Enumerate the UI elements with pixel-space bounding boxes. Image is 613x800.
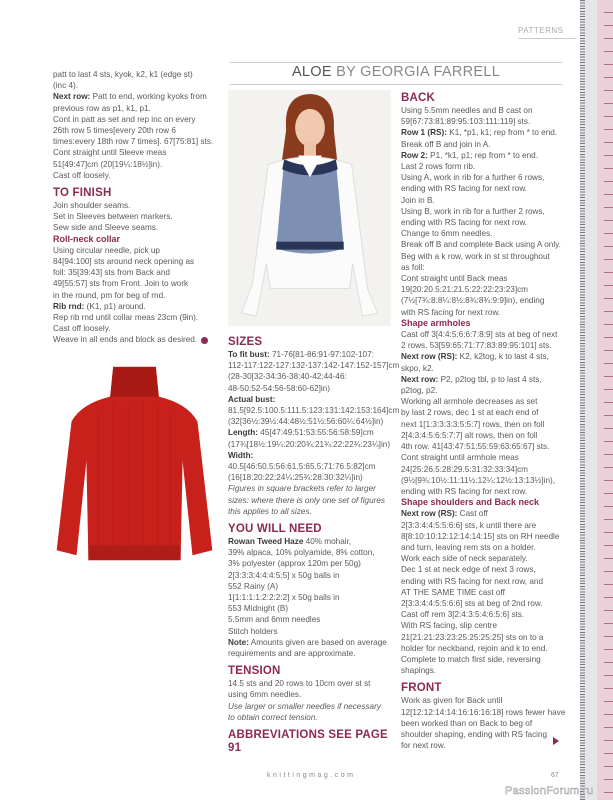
continue-arrow-icon <box>553 737 559 745</box>
line-text: 1[1:1:1:1:2:2:2:2] x 50g balls in <box>228 593 340 603</box>
text-line <box>53 200 218 211</box>
text-line <box>228 547 393 558</box>
text-line <box>228 371 393 382</box>
text-line <box>401 632 569 643</box>
text-line <box>401 531 569 542</box>
text-line <box>53 301 218 312</box>
line-text: in the round, pm for beg of rnd. <box>53 290 166 300</box>
text-line <box>401 508 569 519</box>
text-line <box>401 228 569 239</box>
text-line <box>401 665 569 676</box>
text-line <box>228 416 393 427</box>
text-line <box>401 206 569 217</box>
text-line <box>228 472 393 483</box>
sweater-photo <box>53 352 216 580</box>
line-text: with RS facing for next row. <box>401 307 501 317</box>
text-line <box>228 648 393 659</box>
line-text: K1, *p1, k1; rep from * to end. <box>446 128 558 138</box>
line-text: Break off B and complete Back using A only. <box>401 240 561 250</box>
text-line <box>401 351 569 362</box>
bold-label: Length: <box>228 428 259 438</box>
bold-label: Width: <box>228 450 254 460</box>
line-text: ending with RS facing for next row. <box>401 184 528 194</box>
line-text: P1, *k1, p1; rep from * to end. <box>427 150 538 160</box>
text-line <box>53 290 218 301</box>
text-line <box>401 172 569 183</box>
text-line <box>401 273 569 284</box>
text-line <box>53 256 218 267</box>
text-line <box>53 334 218 345</box>
line-text: foll: 35[39:43] sts from Back and <box>53 268 170 278</box>
text-line <box>228 405 400 416</box>
text-line <box>53 91 218 102</box>
text-line <box>53 278 218 289</box>
text-line <box>53 222 218 233</box>
bold-label: Rib rnd: <box>53 301 85 311</box>
line-text: holder for neckband, rejoin and k to end. <box>401 643 548 653</box>
text-line <box>53 136 218 147</box>
line-text: for next row. <box>401 741 446 751</box>
text-line <box>53 114 218 125</box>
text-line <box>228 592 393 603</box>
text-line <box>401 139 569 150</box>
text-line <box>228 383 393 394</box>
text-line <box>401 643 569 654</box>
line-text: Sew side and Sleeve seams. <box>53 223 159 233</box>
bold-label: Note: <box>228 637 249 647</box>
text-line <box>228 394 393 405</box>
text-line <box>401 419 569 430</box>
line-text: 2[4:3:4:5:6:5:7:7] alt rows, then on foll <box>401 430 538 440</box>
line-text: ending with RS facing for next row, and <box>401 576 543 586</box>
text-line <box>228 360 400 371</box>
note-line: Use larger or smaller needles if necessary <box>228 701 381 711</box>
line-text: Amounts given are based on average <box>248 637 387 647</box>
text-line <box>401 307 569 318</box>
line-text: 84[94:100] sts around neck opening as <box>53 257 195 267</box>
line-text: 45[47:49:51:53:55:56:58:59]cm <box>258 428 374 438</box>
text-line <box>53 159 218 170</box>
subheading: Shape armholes <box>401 317 471 328</box>
text-line <box>401 452 569 463</box>
line-text: 3% polyester (approx 120m per 50g) <box>228 559 361 569</box>
line-text: Working all armhole decreases as set <box>401 397 538 407</box>
bold-label: Rowan Tweed Haze <box>228 537 304 547</box>
text-line <box>401 576 569 587</box>
line-text: Cont in patt as set and rep inc on every <box>53 114 196 124</box>
section-heading: SIZES <box>228 336 263 348</box>
line-text: Cast off loosely. <box>53 170 111 180</box>
text-line <box>401 475 569 486</box>
text-line <box>401 740 569 751</box>
designer-byline: BY GEORGIA FARRELL <box>336 64 501 80</box>
text-line <box>53 211 218 222</box>
line-text: 14.5 sts and 20 rows to 10cm over st st <box>228 679 371 689</box>
section-heading: BACK <box>401 92 436 104</box>
text-line <box>228 427 393 438</box>
page-number: 67 <box>551 772 559 779</box>
line-text: using 6mm needles. <box>228 690 302 700</box>
subheading: Roll-neck collar <box>53 233 121 244</box>
line-text: Using circular needle, pick up <box>53 245 160 255</box>
bold-label: Row 2: <box>401 150 428 160</box>
section-label: PATTERNS <box>518 26 564 35</box>
bold-label: Next row: <box>53 92 91 102</box>
line-text: by last 2 rows, dec 1 st at each end of <box>401 408 539 418</box>
line-text: 24[25:26.5:28:29.5:31:32:33:34]cm <box>401 464 529 474</box>
line-text: Join shoulder seams. <box>53 201 131 211</box>
line-text: requirements and are approximate. <box>228 649 356 659</box>
line-text: (32[36½:39½:44:48½:51½:56:60¼:64½]in) <box>228 417 384 427</box>
line-text: (16[18:20:22:24¼:25¾:28:30:32¼]in) <box>228 473 363 483</box>
text-line <box>401 374 569 385</box>
line-text: Rep rib rnd until collar meas 23cm (9in). <box>53 313 199 323</box>
text-line <box>401 284 569 295</box>
line-text: 19[20:20.5:21:21.5:22:22:23:23]cm <box>401 285 529 295</box>
footer-site: knittingmag.com <box>267 772 356 779</box>
line-text: Beg with a k row, work in st st throughout <box>401 251 550 261</box>
line-text: K2, k2tog, k to last 4 sts, <box>457 352 549 362</box>
column-middle <box>228 330 400 755</box>
text-line <box>53 80 218 91</box>
section-heading: FRONT <box>401 682 442 695</box>
line-text: ending with RS facing for next row. <box>401 218 528 228</box>
column-right <box>401 86 569 751</box>
text-line <box>53 147 218 158</box>
line-text: Patt to end, working kyoks from <box>90 92 207 102</box>
line-text: 59[67:73:81:89:95:103:111:119] sts. <box>401 117 531 127</box>
line-text: Using B, work in rib for a further 2 rows, <box>401 206 545 216</box>
line-text: Using 5.5mm needles and B cast on <box>401 106 533 115</box>
text-line <box>401 251 569 262</box>
text-line <box>401 718 569 729</box>
line-text: shoulder shaping, ending with RS facing <box>401 729 548 739</box>
line-text: Change to 6mm needles. <box>401 229 493 239</box>
section-heading: TENSION <box>228 665 281 678</box>
line-text: Cont straight until armhole meas <box>401 453 519 463</box>
line-text: 48-50:52-54:56-58:60-62]in) <box>228 383 330 393</box>
text-line <box>401 587 569 598</box>
text-line <box>53 170 218 181</box>
text-line <box>53 125 218 136</box>
line-text: 40% mohair, <box>303 537 352 547</box>
line-text: skpo, k2. <box>401 363 434 373</box>
line-text: Set in Sleeves between markers. <box>53 212 173 222</box>
text-line <box>228 461 393 472</box>
text-line <box>53 267 218 278</box>
line-text: 5.5mm and 6mm needles <box>228 615 321 625</box>
line-text: Dec 1 st at neck edge of next 3 rows, <box>401 565 536 575</box>
line-text: 21[21:21:23:23:25:25:25:25] sts on to a <box>401 632 544 642</box>
line-text: previous row as p1, k1, p1. <box>53 103 151 113</box>
text-line <box>228 614 393 625</box>
subheading: Shape shoulders and Back neck <box>401 497 540 508</box>
text-line <box>228 536 393 547</box>
text-line <box>401 183 569 194</box>
text-line <box>401 609 569 620</box>
text-line <box>401 542 569 553</box>
watermark: PassionForum.ru <box>505 785 594 797</box>
line-text: shapings. <box>401 666 437 676</box>
text-line <box>401 295 569 306</box>
line-text: 4th row. 41[43:47:51:55:59:63:65:67] sts. <box>401 442 550 452</box>
line-text: 49[55:57] sts from Front. Join to work <box>53 279 189 289</box>
line-text: 8[8:10:10:12:12:14:14:15] sts on RH needle <box>401 531 560 541</box>
text-line <box>401 598 569 609</box>
line-text: 552 Rainy (A) <box>228 581 279 591</box>
note-line: to obtain correct tension. <box>228 712 318 722</box>
bold-label: Actual bust: <box>228 394 276 404</box>
line-text: 39% alpaca, 10% polyamide, 8% cotton, <box>228 548 375 558</box>
line-text: 112-117:122-127:132-137:142-147:152-157]cm <box>228 361 400 371</box>
text-line <box>401 396 569 407</box>
line-text: 2[3:3:4:4:5:5:6:6] sts at beg of 2nd row. <box>401 598 543 608</box>
bold-label: Next row (RS): <box>401 352 458 362</box>
pattern-name: ALOE <box>291 64 332 80</box>
text-line <box>401 729 569 740</box>
text-line <box>228 689 393 700</box>
line-text: Join in B. <box>401 195 435 205</box>
line-text: patt to last 4 sts, kyok, k2, k1 (edge st) <box>53 70 193 79</box>
bold-label: Row 1 (RS): <box>401 128 447 138</box>
line-text: AT THE SAME TIME cast off <box>401 587 505 597</box>
text-line <box>401 464 569 475</box>
text-line <box>228 626 393 637</box>
text-line <box>401 441 569 452</box>
model-photo <box>228 90 391 326</box>
text-line <box>401 430 569 441</box>
line-text: With RS facing, slip centre <box>401 621 498 631</box>
text-line <box>228 558 393 569</box>
line-text: 2[3:3:3:4:4:4:5:5] x 50g balls in <box>228 570 340 580</box>
line-text: Cast off rem 3[2:4:3:5:4:6:5:6] sts. <box>401 610 525 620</box>
line-text: Cont straight until Sleeve meas <box>53 148 167 158</box>
column-left <box>53 69 218 346</box>
text-line <box>53 312 218 323</box>
text-line <box>401 127 569 138</box>
note-line: this applies to all sizes. <box>228 506 312 516</box>
text-line <box>53 103 218 114</box>
text-line <box>228 349 393 360</box>
text-line <box>401 553 569 564</box>
text-line <box>401 116 569 127</box>
line-text: Break off B and join in A. <box>401 139 491 149</box>
line-text: Work each side of neck separately. <box>401 554 528 564</box>
text-line <box>401 695 569 706</box>
line-text: 553 Midnight (B) <box>228 604 289 614</box>
line-text: as foll: <box>401 262 425 272</box>
text-line <box>228 603 393 614</box>
text-line <box>401 340 569 351</box>
divider <box>230 84 562 85</box>
text-line <box>401 385 569 396</box>
line-text: Cast off loosely. <box>53 324 111 334</box>
text-line <box>401 105 569 116</box>
line-text: (inc 4). <box>53 81 79 91</box>
text-line <box>228 439 393 450</box>
line-text: (17¾[18½:19¼:20:20¾:21¾:22:22¾:23¼]in) <box>228 439 391 449</box>
page-title <box>230 64 562 80</box>
line-text: Cont straight until Back meas <box>401 274 508 284</box>
text-line <box>53 323 218 334</box>
line-text: been worked than on Back to beg of <box>401 718 533 728</box>
bold-label: To fit bust: <box>228 350 270 359</box>
text-line <box>401 564 569 575</box>
divider <box>230 62 562 63</box>
line-text: p2tog, p2. <box>401 386 438 396</box>
line-text: (7½[7¾:8:8¼:8½:8¾:8¾:9:9]in), ending <box>401 296 545 306</box>
text-line <box>401 262 569 273</box>
line-text: 71-76[81-86:91-97:102-107: <box>269 350 374 359</box>
text-line <box>401 486 569 497</box>
line-text: Work as given for Back until <box>401 696 503 706</box>
line-text: 2 rows. 53[59:65:71:77:83:89:95:101] sts. <box>401 341 552 351</box>
text-line <box>401 239 569 250</box>
ruler-inch <box>597 0 613 800</box>
section-heading: TO FINISH <box>53 187 112 200</box>
line-text: Last 2 rows form rib. <box>401 162 476 172</box>
line-text: Weave in all ends and block as desired. <box>53 335 198 345</box>
text-line <box>228 581 393 592</box>
line-text: Complete to match first side, reversing <box>401 654 541 664</box>
ruler-cm <box>580 0 597 800</box>
section-heading: ABBREVIATIONS SEE PAGE 91 <box>228 729 388 755</box>
line-text: 81.5[92.5:100.5:111.5:123:131:142:153:164]cm <box>228 406 400 416</box>
text-line <box>228 678 393 689</box>
note-line: sizes: where there is only one set of figures <box>228 495 386 505</box>
line-text: 12[12:12:14:14:16:16:16:18] rows fewer have <box>401 707 566 717</box>
bold-label: Next row: <box>401 374 439 384</box>
line-text: Cast off 3[4:4:5:6:6:7:8:9] sts at beg of next <box>401 330 558 340</box>
line-text: (28-30[32-34:36-38:40-42:44-46: <box>228 372 347 382</box>
divider <box>518 38 576 39</box>
text-line <box>401 620 569 631</box>
text-line <box>228 570 393 581</box>
line-text: 40.5[46:50.5:56:61.5:65.5:71:76.5:82]cm <box>228 462 376 472</box>
text-line <box>401 195 569 206</box>
text-line <box>401 707 569 718</box>
text-line <box>401 407 569 418</box>
text-line <box>401 161 569 172</box>
line-text: times:every 18th row 7 times]. 67[75:81] sts. <box>53 137 214 147</box>
end-mark-icon <box>201 337 208 344</box>
line-text: (K1, p1) around. <box>84 301 146 311</box>
line-text: P2, p2tog tbl, p to last 4 sts, <box>438 374 542 384</box>
line-text: ending with RS facing for next row. <box>401 486 528 496</box>
line-text: 2[3:3:4:4:5:5:6:6] sts, k until there are <box>401 520 537 530</box>
line-text: Using A, work in rib for a further 6 rows, <box>401 173 545 183</box>
line-text: Cast off <box>457 509 488 519</box>
text-line <box>53 245 218 256</box>
line-text: (9½[9¾:10½:11:11½:12¼:12½:13:13½]in), <box>401 475 556 485</box>
line-text: 51[49:47]cm (20[19¼:18½]in). <box>53 159 163 169</box>
text-line <box>401 150 569 161</box>
text-line <box>228 637 393 648</box>
line-text: Stitch holders <box>228 626 278 636</box>
text-line <box>53 69 218 80</box>
text-line <box>401 217 569 228</box>
text-line <box>228 450 393 461</box>
section-heading: YOU WILL NEED <box>228 523 322 536</box>
bold-label: Next row (RS): <box>401 509 458 519</box>
text-line <box>401 329 569 340</box>
line-text: 26th row 5 times[every 20th row 6 <box>53 126 176 136</box>
text-line <box>401 363 569 374</box>
note-line: Figures in square brackets refer to larger <box>228 484 376 494</box>
line-text: and turn, leaving rem sts on a holder. <box>401 542 536 552</box>
line-text: next 1[1:3:3:3:3:5:5:7] rows, then on foll <box>401 419 545 429</box>
text-line <box>401 520 569 531</box>
text-line <box>401 654 569 665</box>
